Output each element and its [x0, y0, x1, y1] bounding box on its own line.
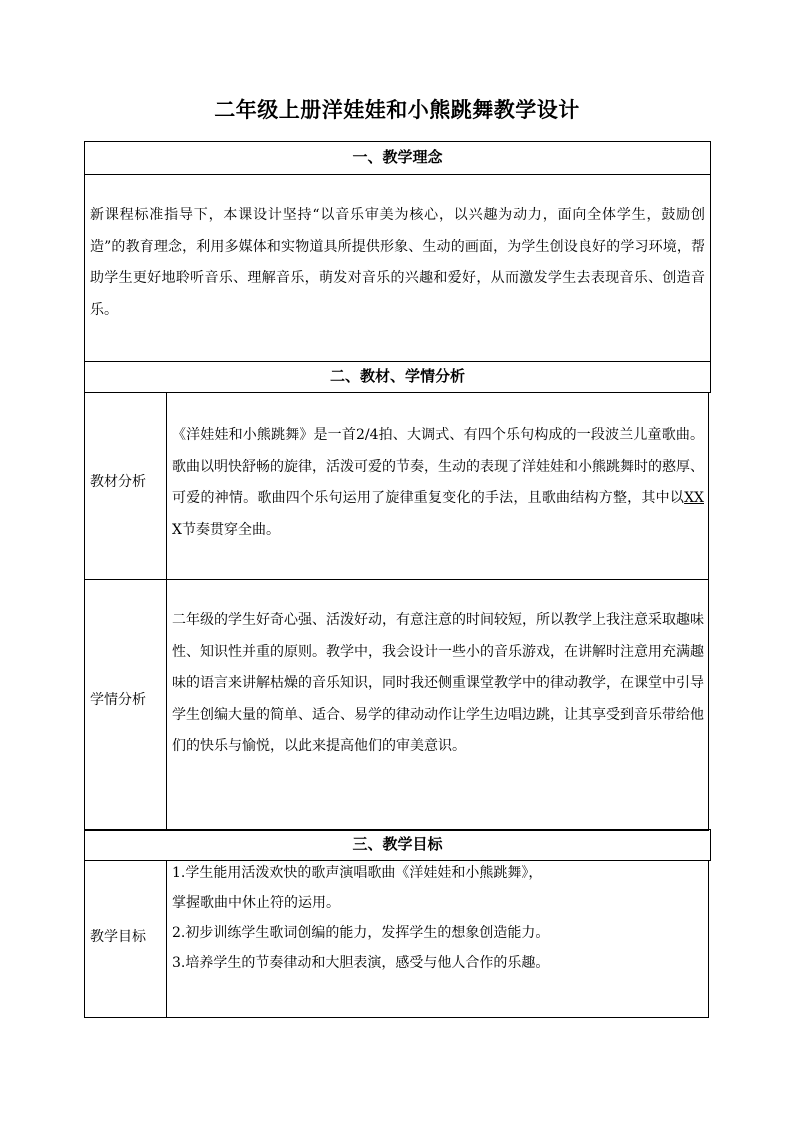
section-1-heading: 一、教学理念: [352, 148, 443, 166]
rhythm-notation-underlined: XX: [684, 490, 704, 506]
goal-line: 掌握歌曲中休止符的运用。: [172, 895, 340, 911]
goal-line: 2.初步训练学生歌词创编的能力，发挥学生的想象创造能力。: [172, 925, 550, 941]
section-2-heading: 二、教材、学情分析: [329, 367, 465, 385]
document-title: 二年级上册洋娃娃和小熊跳舞教学设计: [214, 98, 580, 122]
teaching-philosophy-text: 新课程标准指导下，本课设计坚持“以音乐审美为核心，以兴趣为动力，面向全体学生，鼓励创造”的教育理念，利用多媒体和实物道具所提供形象、生动的画面，为学生创设良好的学习环境，帮助学生更好地聆听音乐、理解音乐，萌发对音乐的兴趣和爱好，从而激发学生去表现音乐、创造音乐。: [90, 207, 705, 318]
goal-line: 3.培养学生的节奏律动和大胆表演，感受与他人合作的乐趣。: [172, 955, 550, 971]
section-1-header: [84, 141, 711, 175]
material-analysis-label: 教材分析: [90, 474, 146, 490]
goal-line: 1.学生能用活泼欢快的歌声演唱歌曲《洋娃娃和小熊跳舞》，: [172, 865, 543, 881]
material-analysis-text-b: X节奏贯穿全曲。: [172, 521, 280, 538]
teaching-goals-list: [172, 858, 704, 978]
section-3-header: [84, 829, 711, 861]
section-3-heading: 三、教学目标: [352, 835, 443, 853]
learner-analysis-text: 二年级的学生好奇心强、活泼好动，有意注意的时间较短，所以教学上我注意采取趣味性、知识性并重的原则。教学中，我会设计一些小的音乐游戏，在讲解时注意用充满趣味的语言来讲解枯燥的音乐知识，同时我还侧重课堂教学中的律动教学，在课堂中引导学生创编大量的简单、适合、易学的律动动作让学生边唱边跳，让其享受到音乐带给他们的快乐与愉悦，以此来提高他们的审美意识。: [172, 612, 704, 754]
section-2-header: [84, 361, 711, 393]
learner-analysis-label: 学情分析: [90, 692, 146, 708]
material-analysis-text: [172, 420, 704, 546]
material-analysis-text-a: 《洋娃娃和小熊跳舞》是一首2/4拍、大调式、有四个乐句构成的一段波兰儿童歌曲。歌曲以明快舒畅的旋律，活泼可爱的节奏，生动的表现了洋娃娃和小熊跳舞时的憨厚、可爱的神情。歌曲四个乐句运用了旋律重复变化的手法，且歌曲结构方整，其中以: [172, 427, 704, 506]
teaching-goals-label: 教学目标: [90, 929, 146, 945]
